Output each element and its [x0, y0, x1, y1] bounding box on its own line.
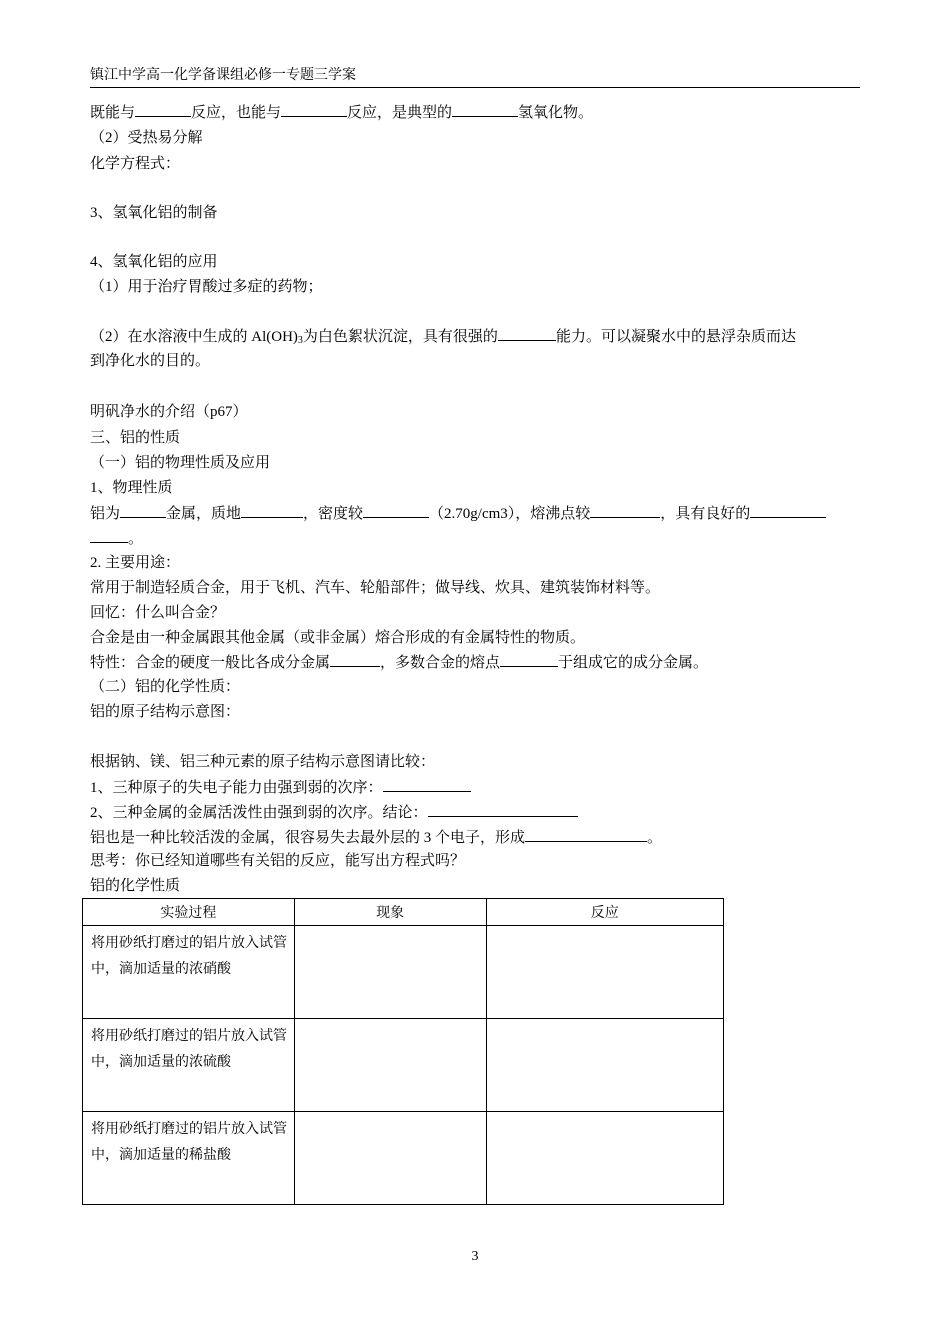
column-header-procedure: 实验过程 — [83, 899, 295, 926]
fill-blank[interactable] — [281, 102, 347, 117]
alloy-question: 回忆：什么叫合金？ — [90, 605, 226, 621]
phenomenon-cell[interactable] — [294, 1019, 486, 1112]
table-header-row — [83, 899, 724, 926]
alum-intro: 明矾净水的介绍（p67） — [90, 404, 248, 420]
atomic-structure-label: 铝的原子结构示意图： — [90, 704, 241, 720]
application-1: （1）用于治疗胃酸过多症的药物； — [90, 279, 323, 295]
reaction-cell[interactable] — [486, 926, 723, 1019]
application-2-cont: 到净化水的目的。 — [90, 353, 211, 369]
chemical-props-heading: （二）铝的化学性质： — [90, 679, 241, 695]
reaction-cell[interactable] — [486, 1019, 723, 1112]
fill-blank[interactable] — [452, 102, 518, 117]
fill-blank[interactable] — [363, 503, 429, 518]
phenomenon-cell[interactable] — [294, 1112, 486, 1205]
compare-1: 1、三种原子的失电子能力由强到弱的次序： — [90, 777, 471, 798]
compare-intro: 根据钠、镁、铝三种元素的原子结构示意图请比较： — [90, 754, 436, 770]
page-number: 3 — [471, 1249, 479, 1264]
uses-heading: 2. 主要用途： — [90, 555, 181, 571]
fill-blank[interactable] — [525, 827, 647, 842]
fill-blank[interactable] — [90, 528, 128, 543]
fill-blank[interactable] — [428, 802, 578, 817]
section-application: 4、氢氧化铝的应用 — [90, 254, 218, 270]
alloy-properties: 特性：合金的硬度一般比各成分金属 ，多数合金的熔点 于组成它的成分金属。 — [90, 652, 708, 673]
uses-text: 常用于制造轻质合金，用于飞机、汽车、轮船部件；做导线、炊具、建筑装饰材料等。 — [90, 580, 661, 596]
section-preparation: 3、氢氧化铝的制备 — [90, 205, 218, 221]
fill-blank[interactable] — [330, 652, 380, 667]
compare-2: 2、三种金属的金属活泼性由强到弱的次序。结论： — [90, 802, 578, 823]
fill-blank[interactable] — [383, 777, 471, 792]
decompose-heading: （2）受热易分解 — [90, 130, 203, 146]
fill-blank[interactable] — [590, 503, 660, 518]
think-question: 思考：你已经知道哪些有关铝的反应，能写出方程式吗？ — [90, 853, 466, 869]
physical-props-sub: 1、物理性质 — [90, 480, 173, 496]
amphoteric-line: 既能与 反应，也能与 反应，是典型的 氢氧化物。 — [90, 102, 593, 123]
equation-label: 化学方程式： — [90, 156, 181, 172]
fill-blank[interactable] — [498, 326, 556, 341]
procedure-cell: 将用砂纸打磨过的铝片放入试管中，滴加适量的浓硫酸 — [83, 1019, 295, 1112]
section-aluminum-props: 三、铝的性质 — [90, 430, 181, 446]
procedure-cell: 将用砂纸打磨过的铝片放入试管中，滴加适量的浓硝酸 — [83, 926, 295, 1019]
physical-props-heading: （一）铝的物理性质及应用 — [90, 455, 271, 471]
experiment-table — [82, 898, 724, 1205]
reaction-cell[interactable] — [486, 1112, 723, 1205]
fill-blank[interactable] — [500, 652, 558, 667]
table-row — [83, 1019, 724, 1112]
table-caption: 铝的化学性质 — [90, 878, 181, 894]
application-2: （2）在水溶液中生成的 $Al(OH)_3$为白色絮状沉淀，具有很强的 能力。可以凝聚水中的悬浮杂质而达 — [90, 326, 796, 351]
table-row — [83, 926, 724, 1019]
aluminum-ion-line: 铝也是一种比较活泼的金属，很容易失去最外层的 3 个电子，形成 。 — [90, 827, 662, 848]
procedure-cell: 将用砂纸打磨过的铝片放入试管中，滴加适量的稀盐酸 — [83, 1112, 295, 1205]
alloy-definition: 合金是由一种金属跟其他金属（或非金属）熔合形成的有金属特性的物质。 — [90, 630, 586, 646]
physical-props-line-cont: 。 — [90, 528, 143, 549]
fill-blank[interactable] — [241, 503, 303, 518]
table-row — [83, 1112, 724, 1205]
column-header-reaction: 反应 — [486, 899, 723, 926]
phenomenon-cell[interactable] — [294, 926, 486, 1019]
fill-blank[interactable] — [120, 503, 166, 518]
page-header: 镇江中学高一化学备课组必修一专题三学案 — [90, 64, 860, 88]
physical-props-line: 铝为 金属，质地 ，密度较 （2.70g/cm3），熔沸点较 ，具有良好的 — [90, 503, 826, 524]
column-header-phenomenon: 现象 — [294, 899, 486, 926]
fill-blank[interactable] — [750, 503, 826, 518]
fill-blank[interactable] — [135, 102, 191, 117]
